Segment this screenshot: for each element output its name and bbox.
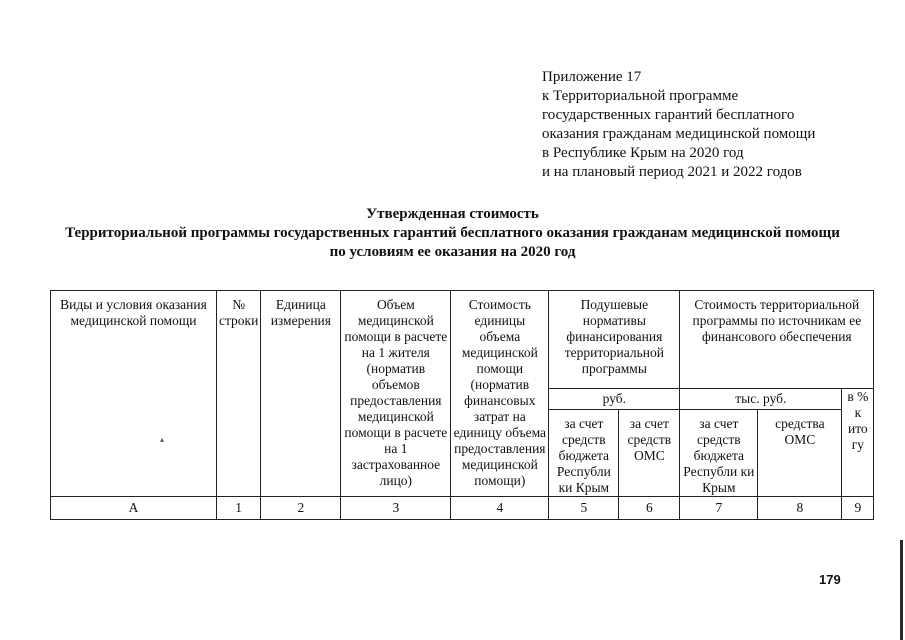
header-percent: в % к ито гу xyxy=(842,389,874,497)
cost-table xyxy=(50,290,874,520)
scan-edge-mark xyxy=(900,540,903,640)
header-thousand-rub: тыс. руб. xyxy=(680,389,842,410)
header-rub: руб. xyxy=(549,389,680,410)
title-line: по условиям ее оказания на 2020 год xyxy=(329,244,576,260)
header-unit: Единица измерения xyxy=(261,291,341,497)
header-budget-thousand: за счет средств бюджета Республи ки Крым xyxy=(680,410,758,497)
header-oms-rub: за счет средств ОМС xyxy=(619,410,680,497)
title-line: Территориальной программы государственных гарантий бесплатного оказания гражданам медицинской помощи xyxy=(65,225,840,241)
column-number: 8 xyxy=(758,497,842,520)
header-row-no: № строки xyxy=(217,291,261,497)
page-number: 179 xyxy=(819,572,841,587)
header-cost: Стоимость единицы объема медицинской помощи (норматив финансовых затрат на единицу объема предоставления медицинской помощи) xyxy=(451,291,549,497)
column-number: 6 xyxy=(619,497,680,520)
appendix-block xyxy=(542,68,815,182)
appendix-line: и на плановый период 2021 и 2022 годов xyxy=(542,164,802,180)
header-oms-thousand: средства ОМС xyxy=(758,410,842,497)
column-number: 5 xyxy=(549,497,619,520)
appendix-line: оказания гражданам медицинской помощи xyxy=(542,126,816,142)
header-budget-rub: за счет средств бюджета Республи ки Крым xyxy=(549,410,619,497)
scan-speck: ▴ xyxy=(160,435,165,444)
header-types: Виды и условия оказания медицинской помощи xyxy=(51,291,217,497)
column-number: 9 xyxy=(842,497,874,520)
appendix-line: к Территориальной программе xyxy=(542,88,739,104)
header-volume: Объем медицинской помощи в расчете на 1 жителя (норматив объемов предоставления медицинской помощи в расчете на 1 застрахованное лицо) xyxy=(341,291,451,497)
column-number: 3 xyxy=(341,497,451,520)
appendix-line: в Республике Крым на 2020 год xyxy=(542,145,744,161)
column-number: 2 xyxy=(261,497,341,520)
header-per-capita: Подушевые нормативы финансирования территориальной программы xyxy=(549,291,680,389)
column-number: А xyxy=(51,497,217,520)
numbering-row xyxy=(51,497,874,520)
column-number: 7 xyxy=(680,497,758,520)
appendix-line: государственных гарантий бесплатного xyxy=(542,107,795,123)
column-number: 4 xyxy=(451,497,549,520)
appendix-line: Приложение 17 xyxy=(542,69,642,85)
header-program-cost: Стоимость территориальной программы по источникам ее финансового обеспечения xyxy=(680,291,874,389)
title-line: Утвержденная стоимость xyxy=(366,206,539,222)
column-number: 1 xyxy=(217,497,261,520)
document-title xyxy=(0,205,905,262)
